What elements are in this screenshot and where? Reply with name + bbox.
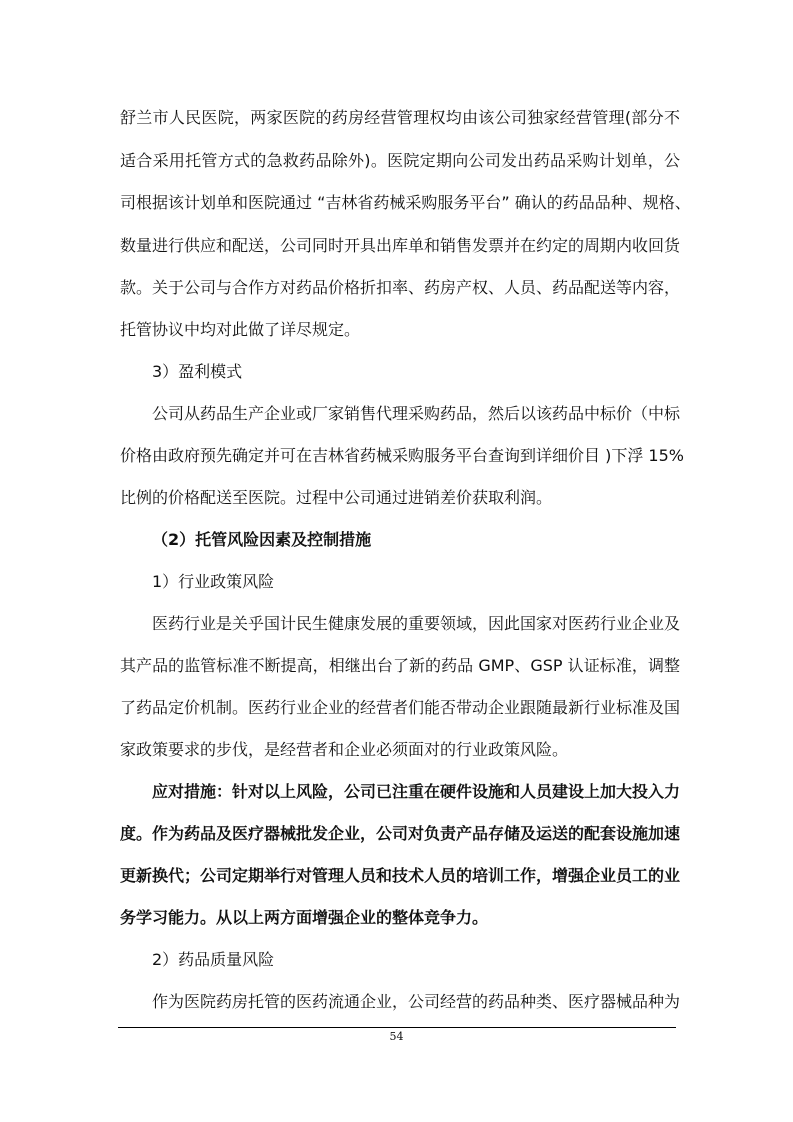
countermeasure-text-line: 应对措施：针对以上风险，公司已注重在硬件设施和人员建设上加大投入力	[152, 782, 681, 801]
footer-rule	[118, 1027, 676, 1028]
subheading-policy-risk: 1）行业政策风险	[152, 572, 275, 591]
body-text-line: 价格由政府预先确定并可在吉林省药械采购服务平台查询到详细价目 )下浮 15%	[120, 446, 684, 465]
countermeasure-text-line: 度。作为药品及医疗器械批发企业，公司对负责产品存储及运送的配套设施加速	[120, 824, 681, 843]
body-text-line: 家政策要求的步伐，是经营者和企业必须面对的行业政策风险。	[120, 740, 569, 759]
body-text-line: 比例的价格配送至医院。过程中公司通过进销差价获取利润。	[120, 488, 553, 507]
body-text-line: 司根据该计划单和医院通过 “吉林省药械采购服务平台” 确认的药品品种、规格、	[120, 193, 691, 212]
body-text-line: 舒兰市人民医院，两家医院的药房经营管理权均由该公司独家经营管理(部分不	[120, 108, 680, 127]
body-text-line: 医药行业是关乎国计民生健康发展的重要领域，因此国家对医药行业企业及	[152, 614, 681, 633]
body-text-line: 公司从药品生产企业或厂家销售代理采购药品，然后以该药品中标价（中标	[152, 404, 681, 423]
body-text-line: 适合采用托管方式的急救药品除外)。医院定期向公司发出药品采购计划单，公	[120, 151, 680, 170]
body-text-line: 了药品定价机制。医药行业企业的经营者们能否带动企业跟随最新行业标准及国	[120, 698, 681, 717]
countermeasure-text-line: 更新换代；公司定期举行对管理人员和技术人员的培训工作，增强企业员工的业	[120, 866, 681, 885]
body-text-line: 款。关于公司与合作方对药品价格折扣率、药房产权、人员、药品配送等内容，	[120, 278, 681, 297]
section-heading-risk-factors: （2）托管风险因素及控制措施	[152, 530, 372, 549]
subheading-profit-model: 3）盈利模式	[152, 362, 243, 381]
body-text-line: 其产品的监管标准不断提高，相继出台了新的药品 GMP、GSP 认证标准，调整	[120, 656, 680, 675]
body-text-line: 数量进行供应和配送，公司同时开具出库单和销售发票并在约定的周期内收回货	[120, 236, 681, 255]
body-text-line: 作为医院药房托管的医药流通企业，公司经营的药品种类、医疗器械品种为	[152, 992, 681, 1011]
countermeasure-text-line: 务学习能力。从以上两方面增强企业的整体竞争力。	[120, 908, 489, 927]
body-text-line: 托管协议中均对此做了详尽规定。	[120, 320, 361, 339]
page-number: 54	[389, 1030, 404, 1043]
subheading-quality-risk: 2）药品质量风险	[152, 950, 275, 969]
